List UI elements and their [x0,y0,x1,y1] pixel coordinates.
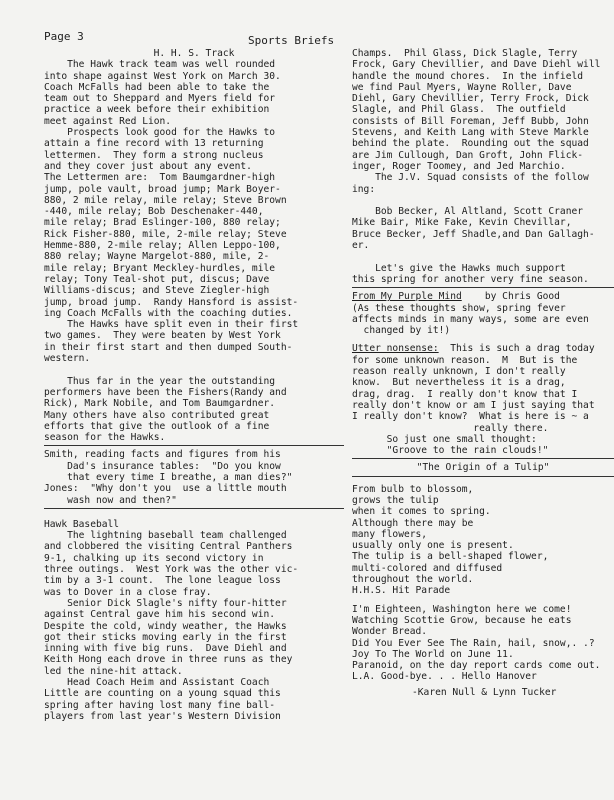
text-line: really don't know or am I just saying that [352,399,595,411]
left-column [44,48,344,722]
text-line [44,364,344,375]
nonsense-article [352,355,614,457]
text-line: got their sticks moving early in the first [44,631,287,643]
divider [44,508,344,509]
text-line: Dad's insurance tables: "Do you know [44,460,281,472]
baseball-heading: Hawk Baseball [44,518,120,530]
text-line: Jones: "Why don't you use a little mouth [44,483,287,495]
text-line: grows the tulip [352,494,439,506]
text-line: handle the mound chores. In the infield [352,70,584,82]
text-line: efforts that give the outlook of a fine [44,420,270,432]
mind-heading [352,291,614,302]
nonsense-first: This is such a drag today [438,343,595,355]
text-line: this spring for another very fine season. [352,273,589,285]
section-title: Sports Briefs [248,34,335,47]
text-line: attain a fine record with 13 returning [44,138,264,150]
text-line: Coach McFalls had been able to take the [44,81,270,93]
text-line: Smith, reading facts and figures from his [44,449,281,461]
text-line: Prospects look good for the Hawks to [44,127,276,139]
text-line: team out to Sheppard and Myers field for [44,93,276,105]
text-line: Head Coach Heim and Assistant Coach [44,677,270,689]
nonsense-first-line [352,343,614,354]
baseball-continued [352,48,614,285]
text-line: Bruce Becker, Jeff Shadle,and Dan Gallagh- [352,228,595,240]
text-line: Did You Ever See The Rain, hail, snow,. .? [352,637,595,649]
text-line: -440, mile relay; Bob Deschenaker-440, [44,206,264,218]
text-line: practice a week before their exhibition [44,104,270,116]
text-line: consists of Bill Foreman, Jeff Bubb, John [352,115,589,127]
text-line: meet against Red Lion. [44,115,172,127]
mind-author: by Chris Good [484,291,560,303]
text-line: jump, broad jump. Randy Hansford is assist- [44,296,299,308]
baseball-article [44,530,344,722]
text-line: Frock, Gary Chevillier, and Dave Diehl will [352,59,601,71]
text-line: into shape against West York on March 30. [44,70,281,82]
text-line: ing: [352,183,376,195]
text-line: for some unknown reason. M But is the [352,354,578,366]
text-line: Let's give the Hawks much support [352,262,566,274]
text-line: The tulip is a bell-shaped flower, [352,551,549,563]
text-line: affects minds in many ways, some are even [352,313,589,325]
divider [352,458,614,459]
text-line: mile relay; Brad Eslinger-100, 880 relay; [44,217,281,229]
tulip-heading: "The Origin of a Tulip" [416,462,550,474]
text-line: Paranoid, on the day report cards come out. [352,660,601,672]
text-line [352,195,614,206]
track-heading: H. H. S. Track [153,48,235,59]
text-line: when it comes to spring. [352,506,491,518]
text-line: players from last year's Western Division [44,710,281,722]
text-line: throughout the world. [352,574,474,586]
text-line: and they cover just about any event. [44,160,252,172]
text-line: in their first start and then dumped South- [44,341,293,353]
text-line: Mike Bair, Mike Fake, Kevin Chevillar, [352,217,572,229]
text-line: reason really unknown, I don't really [352,366,566,378]
tulip-poem [352,484,614,586]
text-line: Joy To The World on June 11. [352,648,514,660]
text-line: we find Paul Myers, Wayne Roller, Dave [352,81,572,93]
text-line: Rick Fisher-880, mile, 2-mile relay; Steve [44,228,287,240]
text-line: changed by it!) [352,325,451,337]
text-line: Keith Hong each drove in three runs as they [44,654,293,666]
text-line: Champs. Phil Glass, Dick Slagle, Terry [352,48,578,59]
text-line: The Hawk track team was well rounded [44,59,276,71]
divider [352,287,614,288]
text-line: Despite the cold, windy weather, the Hawks [44,620,287,632]
right-column [352,48,614,698]
text-line: Hemme-880, 2-mile relay; Allen Leppo-100, [44,240,281,252]
text-line: inning with five big runs. Dave Diehl and [44,643,287,655]
mind-intro [352,303,614,337]
text-line: ing Coach McFalls with the coaching duties. [44,307,293,319]
text-line: Watching Scottie Grow, because he eats [352,614,572,626]
hit-parade-list [352,604,614,683]
text-line: jump, pole vault, broad jump; Mark Boyer- [44,183,281,195]
text-line: behind the plate. Rounding out the squad [352,138,589,150]
text-line: Wonder Bread. [352,626,428,638]
page-number: Page 3 [44,30,84,43]
text-line: "Groove to the rain clouds!" [352,445,549,457]
text-line: multi-colored and diffused [352,562,503,574]
text-line: that every time I breathe, a man dies?" [44,471,293,483]
text-line: The Hawks have split even in their first [44,319,299,331]
text-line: and clobbered the visiting Central Panthers [44,541,293,553]
text-line: are Jim Cullough, Dan Groft, John Flick- [352,149,584,161]
text-line: Senior Dick Slagle's nifty four-hitter [44,597,287,609]
text-line: usually only one is present. [352,540,514,552]
text-line: Stevens, and Keith Lang with Steve Markle [352,127,589,139]
text-line: spring after having lost many fine ball- [44,699,276,711]
text-line: really there. [352,422,549,434]
divider [352,476,614,477]
text-line: 880 relay; Wayne Margelot-880, mile, 2- [44,251,270,263]
text-line: relay; Tony Teal-shot put, discus; Dave [44,273,270,285]
text-line: Many others have also contributed great [44,409,270,421]
text-line: performers have been the Fishers(Randy and [44,386,287,398]
text-line: Diehl, Gary Chevillier, Terry Frock, Dick [352,93,589,105]
text-line: was to Dover in a close fray. [44,586,212,598]
text-line: I really don't know? What is here is ~ a [352,411,589,423]
text-line: many flowers, [352,528,428,540]
text-line: The Lettermen are: Tom Baumgardner-high [44,172,276,184]
text-line [352,251,614,262]
text-line: Little are counting on a young squad this [44,688,281,700]
divider [44,445,344,446]
text-line: er. [352,240,370,252]
text-line: wash now and then?" [44,494,177,506]
text-line: three outings. West York was the other vic- [44,564,299,576]
text-line: Thus far in the year the outstanding [44,375,276,387]
text-line: season for the Hawks. [44,432,166,444]
text-line: Rick), Mark Nobile, and Tom Baumgardner. [44,398,276,410]
text-line: Although there may be [352,517,474,529]
text-line: two games. They were beaten by West York [44,330,281,342]
text-line: Bob Becker, Al Altland, Scott Craner [352,206,584,218]
text-line: drag, drag. I really don't know that I [352,388,578,400]
text-line: 880, 2 mile relay, mile relay; Steve Brown [44,194,287,206]
hit-parade-credit: -Karen Null & Lynn Tucker [412,686,557,698]
text-line: western. [44,353,91,365]
hit-parade-heading: H.H.S. Hit Parade [352,585,451,597]
text-line: So just one small thought: [352,433,537,445]
text-line: 9-1, chalking up its second victory in [44,552,264,564]
text-line: From bulb to blossom, [352,483,474,495]
text-line: mile relay; Bryant Meckley-hurdles, mile [44,262,276,274]
text-line: against Central gave him his second win. [44,609,276,621]
text-line: Williams-discus; and Steve Ziegler-high [44,285,270,297]
text-line: L.A. Good-bye. . . Hello Hanover [352,671,537,683]
text-line: The lightning baseball team challenged [44,530,287,542]
text-line: inger, Roger Toomey, and Jed Marchio. [352,160,566,172]
quip-article [44,449,344,505]
text-line: led the nine-hit attack. [44,665,183,677]
text-line: know. But nevertheless it is a drag, [352,377,566,389]
mind-title: From My Purple Mind [352,291,462,303]
nonsense-label: Utter nonsense: [352,343,439,355]
text-line: tim by a 3-1 count. The lone league loss [44,575,281,587]
text-line: lettermen. They form a strong nucleus [44,149,264,161]
text-line: (As these thoughts show, spring fever [352,302,566,314]
text-line: Slagle, and Phil Glass. The outfield [352,104,566,116]
track-article [44,59,344,443]
text-line: The J.V. Squad consists of the follow [352,172,589,184]
text-line: I'm Eighteen, Washington here we come! [352,603,572,615]
